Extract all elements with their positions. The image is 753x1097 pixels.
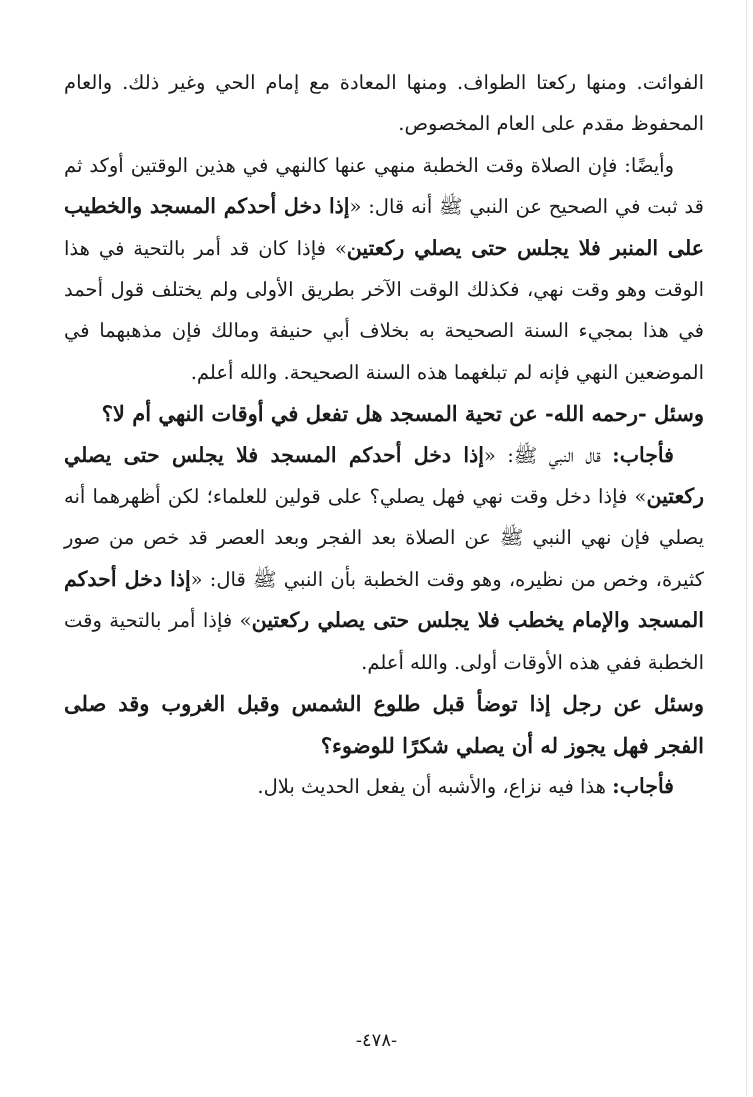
paragraph-2-rest: » فإذا كان قد أمر بالتحية في هذا الوقت وهو وقت نهي، فكذلك الوقت الآخر بطريق الأولى ولم يختلف قول أحمد في هذا بمجيء السنة الصحيحة به بخلاف أبي حنيفة ومالك فإن مذهبهما في الموضعين النهي فإنه لم تبلغهما هذه السنة الصحيحة. والله أعلم. [64,236,704,384]
answer-2-label: فأجاب: [612,773,674,798]
question-1: وسئل -رحمه الله- عن تحية المسجد هل تفعل في أوقات النهي أم لا؟ [101,401,704,427]
hadith-imam-khutbah: إذا دخل أحدكم المسجد والإمام يخطب فلا يجلس حتى يصلي ركعتين [64,566,705,633]
answer-1-end: » فإذا أمر بالتحية وقت الخطبة ففي هذه الأوقات أولى. والله أعلم. [64,609,704,674]
hadith-khutbah: إذا دخل أحدكم المسجد والخطيب على المنبر فلا يجلس حتى يصلي ركعتين [64,194,704,260]
answer-1-label: فأجاب: [612,442,674,467]
page-edge-line [746,0,747,1097]
paragraph-1 [64,62,704,145]
paragraph-2-intro: وأيضًا: فإن الصلاة وقت الخطبة منهي عنها كالنهي في هذين الوقتين أوكد ثم قد ثبت في الصحيح عن النبي ﷺ أنه قال: « [64,153,704,219]
line-1: الفوائت. ومنها ركعتا الطواف. ومنها المعادة مع إمام الحي وغير ذلك. [122,71,704,94]
body-text [64,62,704,807]
answer-1-intro: قال النبي ﷺ: « [483,443,613,467]
question-2: وسئل عن رجل إذا توضأ قبل طلوع الشمس وقبل الغروب وقد صلى الفجر فهل يجوز له أن يصلي شكرًا للوضوء؟ [64,691,704,758]
line-2: والعام المحفوظ مقدم على العام المخصوص. [64,71,704,136]
page-number: -٤٧٨- [355,1030,398,1051]
answer-1-middle: » فإذا دخل وقت نهي فهل يصلي؟ على قولين للعلماء؛ لكن أظهرهما أنه يصلي فإن نهي النبي ﷺ عن الصلاة بعد الفجر وبعد العصر قد خص من صور كثيرة، وخص من نظيره، وهو وقت الخطبة بأن النبي ﷺ قال: « [64,485,704,591]
paragraph-2 [64,145,704,393]
answer-1 [64,435,704,683]
hadith-tahiyyah: إذا دخل أحدكم المسجد فلا يجلس حتى يصلي ركعتين [64,442,704,509]
answer-2-text: هذا فيه نزاع، والأشبه أن يفعل الحديث بلال. [257,774,613,798]
answer-2 [64,766,704,807]
